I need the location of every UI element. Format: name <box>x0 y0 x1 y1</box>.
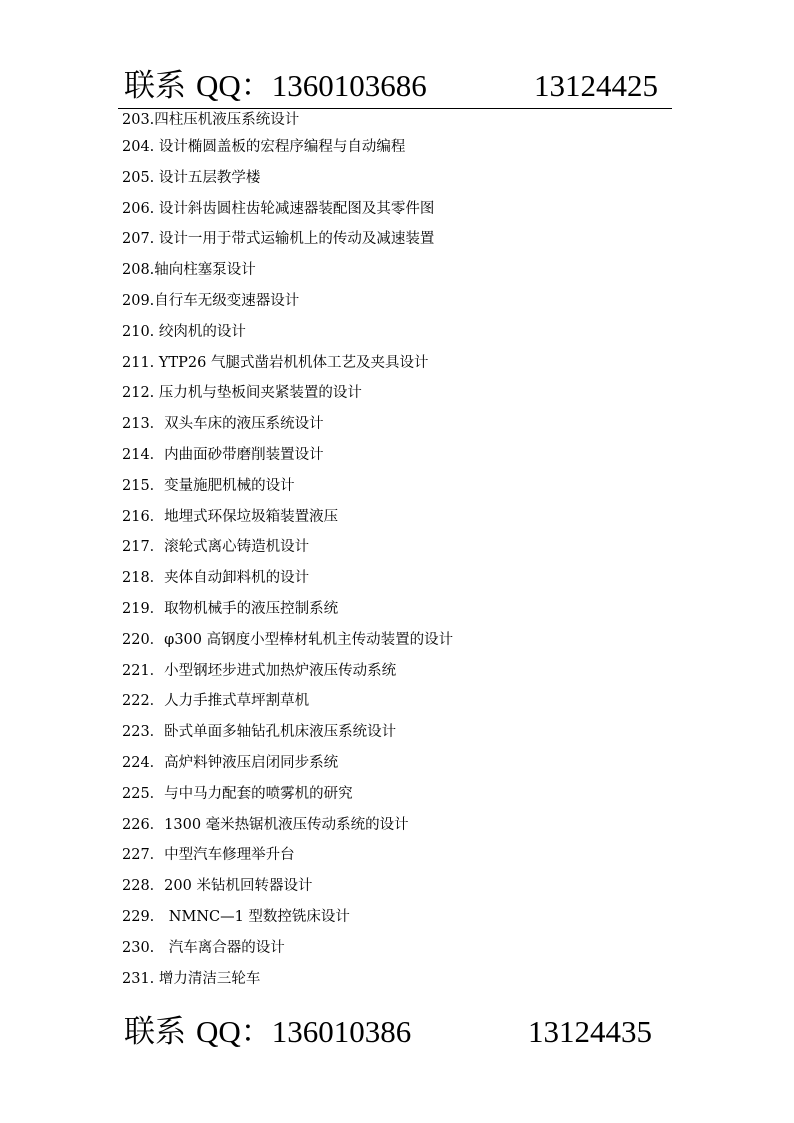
list-item: 230. 汽车离合器的设计 <box>122 939 285 956</box>
list-item: 211. YTP26 气腿式凿岩机机体工艺及夹具设计 <box>122 354 429 371</box>
list-item: 206. 设计斜齿圆柱齿轮减速器装配图及其零件图 <box>122 200 435 217</box>
list-item: 204. 设计椭圆盖板的宏程序编程与自动编程 <box>122 139 406 155</box>
list-item: 220．φ300 高钢度小型棒材轧机主传动装置的设计 <box>122 631 454 648</box>
list-item: 215．变量施肥机械的设计 <box>122 477 295 494</box>
list-item: 224．高炉料钟液压启闭同步系统 <box>122 754 339 771</box>
header-phone-number: 13124425 <box>534 68 658 103</box>
header-qq-number: QQ：1360103686 <box>196 68 427 103</box>
footer-qq-number: QQ：136010386 <box>196 1014 412 1049</box>
list-item: 205. 设计五层教学楼 <box>122 169 261 186</box>
list-item: 208.轴向柱塞泵设计 <box>122 262 256 279</box>
footer-phone-number: 13124435 <box>528 1014 652 1049</box>
list-item: 212. 压力机与垫板间夹紧装置的设计 <box>122 385 362 402</box>
list-item: 217．滚轮式离心铸造机设计 <box>122 539 310 556</box>
list-item: 216．地埋式环保垃圾箱装置液压 <box>122 508 339 525</box>
list-item: 231. 增力清洁三轮车 <box>122 970 261 987</box>
list-item: 227．中型汽车修理举升台 <box>122 847 295 864</box>
list-item: 207. 设计一用于带式运输机上的传动及减速装置 <box>122 231 435 248</box>
list-item: 209.自行车无级变速器设计 <box>122 292 300 309</box>
header-contact <box>124 68 658 104</box>
footer-contact-label: 联系 <box>124 1014 186 1049</box>
list-item: 210. 绞肉机的设计 <box>122 323 246 340</box>
footer-contact <box>124 1014 652 1050</box>
list-item: 218．夹体自动卸料机的设计 <box>122 570 310 587</box>
list-item: 219．取物机械手的液压控制系统 <box>122 600 339 617</box>
design-topic-list <box>122 108 453 997</box>
list-item: 221．小型钢坯步进式加热炉液压传动系统 <box>122 662 397 679</box>
list-item: 222．人力手推式草坪割草机 <box>122 693 310 710</box>
header-contact-label: 联系 <box>124 68 186 103</box>
list-item: 229. NMNC—1 型数控铣床设计 <box>122 908 350 925</box>
list-item: 214．内曲面砂带磨削装置设计 <box>122 446 324 463</box>
list-item: 223．卧式单面多轴钻孔机床液压系统设计 <box>122 724 397 741</box>
list-item: 225．与中马力配套的喷雾机的研究 <box>122 785 353 802</box>
list-item: 228．200 米钻机回转器设计 <box>122 878 313 895</box>
list-item: 203.四柱压机液压系统设计 <box>122 112 300 128</box>
list-item: 226．1300 毫米热锯机液压传动系统的设计 <box>122 816 409 833</box>
list-item: 213．双头车床的液压系统设计 <box>122 416 324 433</box>
